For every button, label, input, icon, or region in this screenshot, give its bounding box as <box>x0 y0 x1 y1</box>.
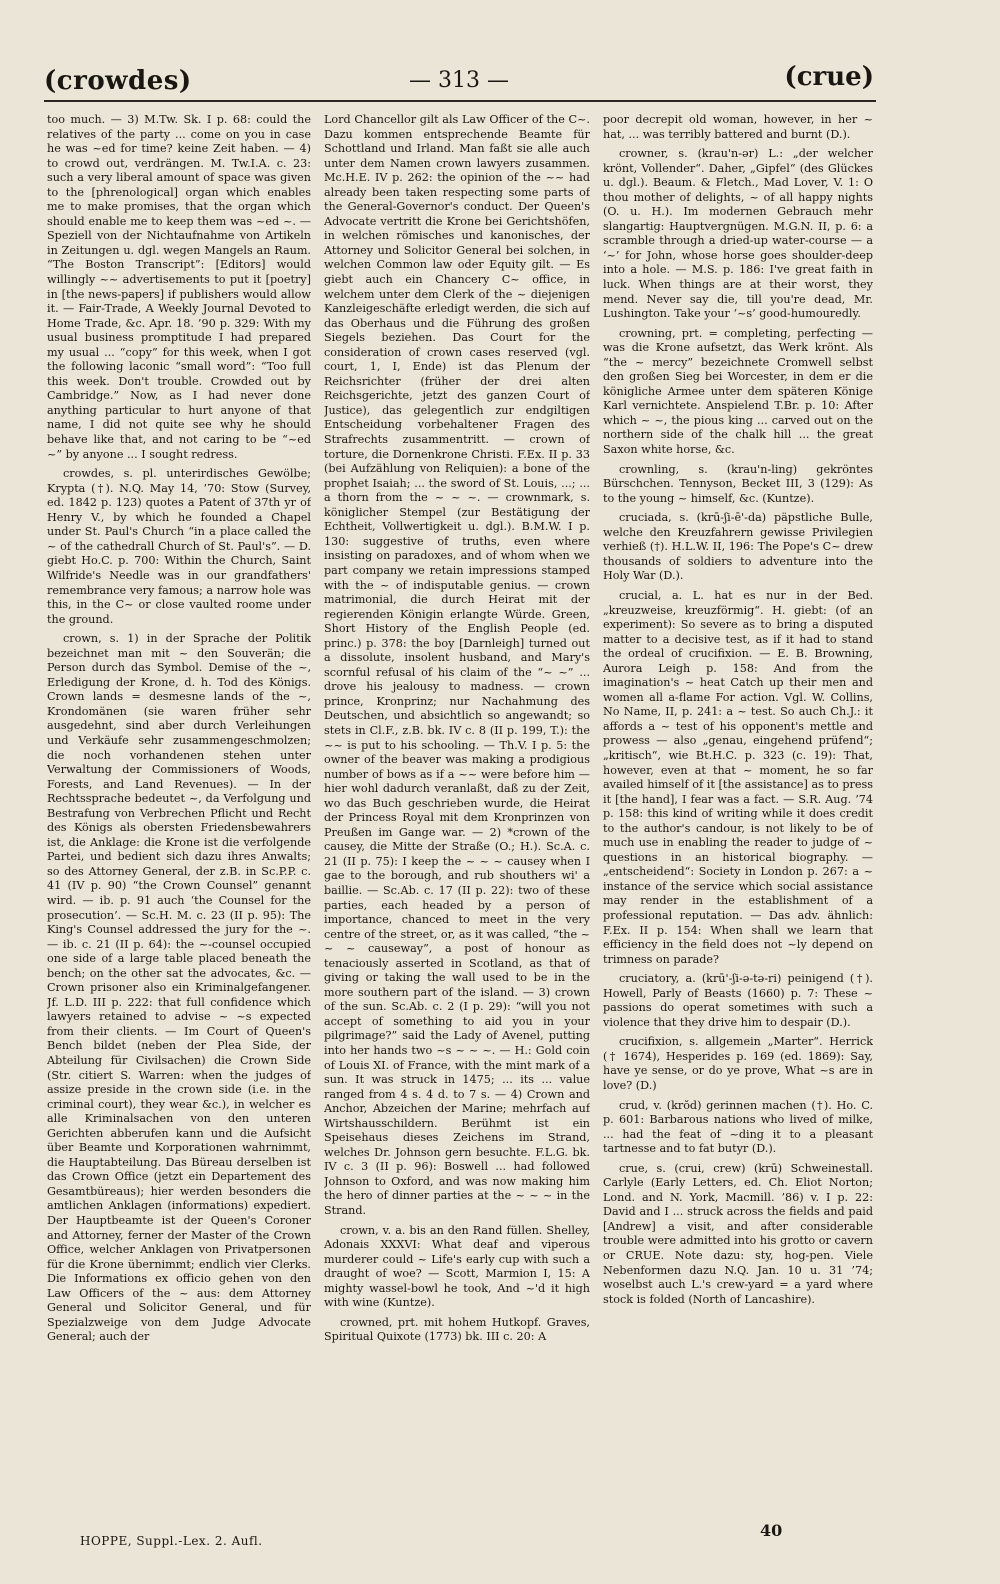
entry-paragraph: crue, s. (crui, crew) (krū) Schweinestall. Carlyle (Early Letters, ed. Ch. Eliot Norton; Lond. and N. York, Macmill. ’86) v. I p. 22: David and I ... struck across the fields and paid [Andrew] a visit, and after considerable trouble were admitted into his grotto or cavern or CRUE. Note dazu: sty, hog-pen. Viele Nebenformen dazu N.Q. Jan. 10 u. 31 ’74; woselbst auch L.'s crew-yard = a yard where stock is folded (North of Lancashire). <box>603 1161 873 1306</box>
entry-paragraph: crowning, prt. = completing, perfecting — was die Krone aufsetzt, das Werk krönt. Als “the ~ mercy” bezeichnete Cromwell selbst den großen Sieg bei Worcester, in dem er die königliche Armee unter dem späteren Könige Karl vernichtete. Anspielend T.Br. p. 10: After which ~ ~, the pious king ... carved out on the northern side of the chalk hill ... the great Saxon white horse, &c. <box>603 326 873 457</box>
entry-paragraph: crowned, prt. mit hohem Hutkopf. Graves, Spiritual Quixote (1773) bk. III c. 20: A <box>324 1315 590 1344</box>
page-number: — 313 — <box>409 68 509 93</box>
entry-paragraph: cruciatory, a. (krū'-ʃi-ə-tə-ri) peinigend (†). Howell, Parly of Beasts (1660) p. 7: These ~ passions do operat sometimes with such a violence that they drive him to despair (D.). <box>603 972 873 1029</box>
signature-mark: 40 <box>760 1521 783 1540</box>
column-right <box>603 113 873 1553</box>
entry-paragraph: crucifixion, s. allgemein „Marter“. Herrick († 1674), Hesperides p. 169 (ed. 1869): Say, have ye sense, or do ye prove, What ~s are in love? (D.) <box>603 1035 873 1092</box>
footer-imprint: HOPPE, Suppl.-Lex. 2. Aufl. <box>80 1534 263 1548</box>
header-rule <box>44 100 876 102</box>
entry-paragraph: crowner, s. (krau'n-ər) L.: „der welcher krönt, Vollender“. Daher, „Gipfel“ (des Glückes u. dgl.). Beaum. & Fletch., Mad Lover, V. 1: O thou mother of delights, ~ of all happy nights (O. u. H.). Im modernen Gebrauch mehr slangartig: Hauptvergnügen. M.G.N. II, p. 6: a scramble through a dried-up water-course — a ‘~’ for John, whose horse goes shoulder-deep into a hole. — M.S. p. 186: I've great faith in luck. When things are at their worst, they mend. Never say die, till you're dead, Mr. Lushington. Take your ‘~s’ good-humouredly. <box>603 147 873 321</box>
header-first-entry: (crowdes) <box>44 66 192 96</box>
entry-paragraph: crucial, a. L. hat es nur in der Bed. „kreuzweise, kreuzförmig“. H. giebt: (of an experiment): So severe as to bring a disputed matter to a decisive test, as if it had to stand the ordeal of crucifixion. — E. B. Browning, Aurora Leigh p. 158: And from the imagination's ~ heat Catch up their men and women all a-flame For action. Vgl. W. Collins, No Name, II, p. 241: a ~ test. So auch Ch.J.: it affords a ~ test of his opponent's mettle and prowess — also „genau, eingehend prüfend“; „kritisch“, wie Bt.H.C. p. 323 (c. 19): That, however, even at that ~ moment, he so far availed himself of it [the assistance] as to press it [the hand], I fear was a fact. — S.R. Aug. ’74 p. 158: this kind of writing while it does credit to the author's candour, is not likely to be of much use in enabling the reader to judge of ~ questions in an historical biography. — „entscheidend“: Society in London p. 267: a ~ instance of the service which social assistance may render in the establishment of a professional reputation. — Das adv. ähnlich: F.Ex. II p. 154: When shall we learn that efficiency in the field does not ~ly depend on trimness on parade? <box>603 588 873 966</box>
entry-paragraph: crud, v. (krŏd) gerinnen machen (†). Ho. C. p. 601: Barbarous nations who lived of milke, ... had the feat of ~ding it to a pleasant tartnesse and to fat butyr (D.). <box>603 1098 873 1156</box>
entry-paragraph: too much. — 3) M.Tw. Sk. I p. 68: could the relatives of the party ... come on you in case he was ~ed for time? keine Zeit haben. — 4) to crowd out, verdrängen. M. Tw.I.A. c. 23: such a very liberal amount of space was given to the [phrenological] organ which enables me to make promises, that the organ which should enable me to keep them was ~ed ~. — Speziell von der Nichtaufnahme von Artikeln in Zeitungen u. dgl. wegen Mangels an Raum. “The Boston Transcript”: [Editors] would willingly ~~ advertisements to put it [poetry] in [the news-papers] if publishers would allow it. — Fair-Trade, A Weekly Journal Devoted to Home Trade, &c. Apr. 18. ’90 p. 329: With my usual business promptitude I had prepared my usual ... “copy” for this week, when I got the following laconic “small word”: “Too full this week. Don't trouble. Crowded out by Cambridge.” Now, as I had never done anything particular to hurt anyone of that name, I did not quite see why he should behave like that, and not caring to be “~ed ~” by anyone ... I sought redress. <box>47 113 311 461</box>
entry-paragraph: poor decrepit old woman, however, in her ~ hat, ... was terribly battered and burnt (D.). <box>603 113 873 141</box>
entry-paragraph: Lord Chancellor gilt als Law Officer of the C~. Dazu kommen entsprechende Beamte für Schottland und Irland. Man faßt sie alle auch unter dem Namen crown lawyers zusammen. Mc.H.E. IV p. 262: the opinion of the ~~ had already been taken respecting some parts of the General-Governor's conduct. Der Queen's Advocate vertritt die Krone bei Gerichtshöfen, in welchen römisches und kanonisches, der Attorney und Solicitor General bei solchen, in welchen Common law oder Equity gilt. — Es giebt auch ein Chancery C~ office, in welchem unter dem Clerk of the ~ diejenigen Kanzleigeschäfte erledigt werden, die sich auf das Oberhaus und die Führung des großen Siegels beziehen. Das Court for the consideration of crown cases reserved (vgl. court, 1, I, Ende) ist das Plenum der Reichsrichter (früher der drei alten Reichsgerichte, jetzt des ganzen Court of Justice), das gelegentlich zur endgiltigen Entscheidung vorbehaltener Fragen des Strafrechts zusammentritt. — crown of torture, die Dornenkrone Christi. F.Ex. II p. 33 (bei Aufzählung von Reliquien): a bone of the prophet Isaiah; ... the sword of St. Louis, ...; ... a thorn from the ~ ~ ~. — crownmark, s. königlicher Stempel (zur Bestätigung der Echtheit, Vollwertigkeit u. dgl.). B.M.W. I p. 130: suggestive of truths, even where insisting on paradoxes, and of whom when we part company we retain impressions stamped with the ~ of indisputable genius. — crown matrimonial, die durch Heirat mit der regierenden Königin erlangte Würde. Green, Short History of the English People (ed. princ.) p. 378: the boy [Darnleigh] turned out a dissolute, insolent husband, and Mary's scornful refusal of his claim of the “~ ~” ... drove his jealousy to madness. — crown prince, Kronprinz; nur Nachahmung des Deutschen, und absichtlich so angewandt; so stets in Cl.F., z.B. bk. IV c. 8 (II p. 199, T.): the ~~ is put to his schooling. — Th.V. I p. 5: the owner of the beaver was making a prodigious number of bows as if a ~~ were before him — hier wohl dadurch veranlaßt, daß zu der Zeit, wo das Buch geschrieben wurde, die Heirat der Princess Royal mit dem Kronprinzen von Preußen im Gange war. — 2) *crown of the causey, die Mitte der Straße (O.; H.). Sc.A. c. 21 (II p. 75): I keep the ~ ~ ~ causey when I gae to the borough, and rub shouthers wi' a baillie. — Sc.Ab. c. 17 (II p. 22): two of these parties, each headed by a person of importance, chanced to meet in the very centre of the street, or, as it was called, “the ~ ~ ~ causeway”, a post of honour as tenaciously asserted in Scotland, as that of giving or taking the wall used to be in the more southern part of the island. — 3) crown of the sun. Sc.Ab. c. 2 (I p. 29): “will you not accept of something to aid you in your pilgrimage?” said the Lady of Avenel, putting into her hands two ~s ~ ~ ~. — H.: Gold coin of Louis XI. of France, with the mint mark of a sun. It was struck in 1475; ... its ... value ranged from 4 s. 4 d. to 7 s. — 4) Crown and Anchor, Abzeichen der Marine; mehrfach auf Wirtshausschildern. Berühmt ist ein Speisehaus dieses Zeichens im Strand, welches Dr. Johnson gern besuchte. F.L.G. bk. IV c. 3 (II p. 96): Boswell ... had followed Johnson to Oxford, and was now making him the hero of dinner parties at the ~ ~ ~ in the Strand. <box>324 113 590 1218</box>
column-left <box>47 113 311 1513</box>
entry-paragraph: crown, v. a. bis an den Rand füllen. Shelley, Adonais XXXVI: What deaf and viperous murderer could ~ Life's early cup with such a draught of woe? — Scott, Marmion I, 15: A mighty wassel-bowl he took, And ~'d it high with wine (Kuntze). <box>324 1223 590 1310</box>
entry-paragraph: crowdes, s. pl. unterirdisches Gewölbe; Krypta (†). N.Q. May 14, ’70: Stow (Survey, ed. 1842 p. 123) quotes a Patent of 37th yr of Henry V., by which he founded a Chapel under St. Paul's Church “in a place called the ~ of the cathedrall Church of St. Paul's”. — D. giebt Ho.C. p. 700: Within the Church, Saint Wilfride's Needle was in our grandfathers' remembrance very famous; a narrow hole was this, in the C~ or close vaulted roome under the ground. <box>47 467 311 626</box>
entry-paragraph: crown, s. 1) in der Sprache der Politik bezeichnet man mit ~ den Souverän; die Person durch das Symbol. Demise of the ~, Erledigung der Krone, d. h. Tod des Königs. Crown lands = desmesne lands of the ~, Krondomänen (sie waren früher sehr ausgedehnt, sind aber durch Verleihungen und Verkäufe sehr zusammengeschmolzen; die noch vorhandenen stehen unter Verwaltung der Commissioners of Woods, Forests, and Land Revenues). — In der Rechtssprache bedeutet ~, da Verfolgung und Bestrafung von Verbrechen Pflicht und Recht des Königs als obersten Friedensbewahrers ist, die Anklage: die Krone ist die verfolgende Partei, und bedient sich dazu ihres Anwalts; so des Attorney General, der z.B. in Sc.P.P. c. 41 (IV p. 90) “the Crown Counsel” genannt wird. — ib. p. 91 auch ‘the Counsel for the prosecution’. — Sc.H. M. c. 23 (II p. 95): The King's Counsel addressed the jury for the ~. — ib. c. 21 (II p. 64): the ~-counsel occupied one side of a large table placed beneath the bench; on the other sat the advocates, &c. — Crown prisoner also ein Kriminalgefangener. Jf. L.D. III p. 222: that full confidence which lawyers retained to advise ~ ~s expected from their clients. — Im Court of Queen's Bench bildet (neben der Plea Side, der Abteilung für Civilsachen) die Crown Side (Str. citiert S. Warren: when the judges of assize preside in the crown side (i.e. in the criminal court), they wear &c.), in welcher es alle Kriminalsachen von den unteren Gerichten abberufen kann und die Aufsicht über Beamte und Korporationen wahrnimmt, die Hauptabteilung. Das Büreau derselben ist das Crown Office (jetzt ein Departement des Gesamtbüreaus); hier werden besonders die amtlichen Anklagen (informations) expediert. Der Hauptbeamte ist der Queen's Coroner and Attorney, ferner der Master of the Crown Office, welcher Anklagen von Privatpersonen für die Krone übernimmt; endlich vier Clerks. Die Informations ex officio gehen von den Law Officers of the ~ aus: dem Attorney General und Solicitor General, und für Spezialzweige von dem Judge Advocate General; auch der <box>47 632 311 1344</box>
entry-paragraph: cruciada, s. (krū-ʃi-ē'-da) päpstliche Bulle, welche den Kreuzfahrern gewisse Privilegien verhieß (†). H.L.W. II, 196: The Pope's C~ drew thousands of soldiers to adventure into the Holy War (D.). <box>603 511 873 583</box>
column-middle <box>324 113 590 1553</box>
header-last-entry: (crue) <box>784 62 874 92</box>
page-header <box>44 62 874 102</box>
entry-paragraph: crownling, s. (krau'n-ling) gekröntes Bürschchen. Tennyson, Becket III, 3 (129): As to the young ~ himself, &c. (Kuntze). <box>603 462 873 505</box>
